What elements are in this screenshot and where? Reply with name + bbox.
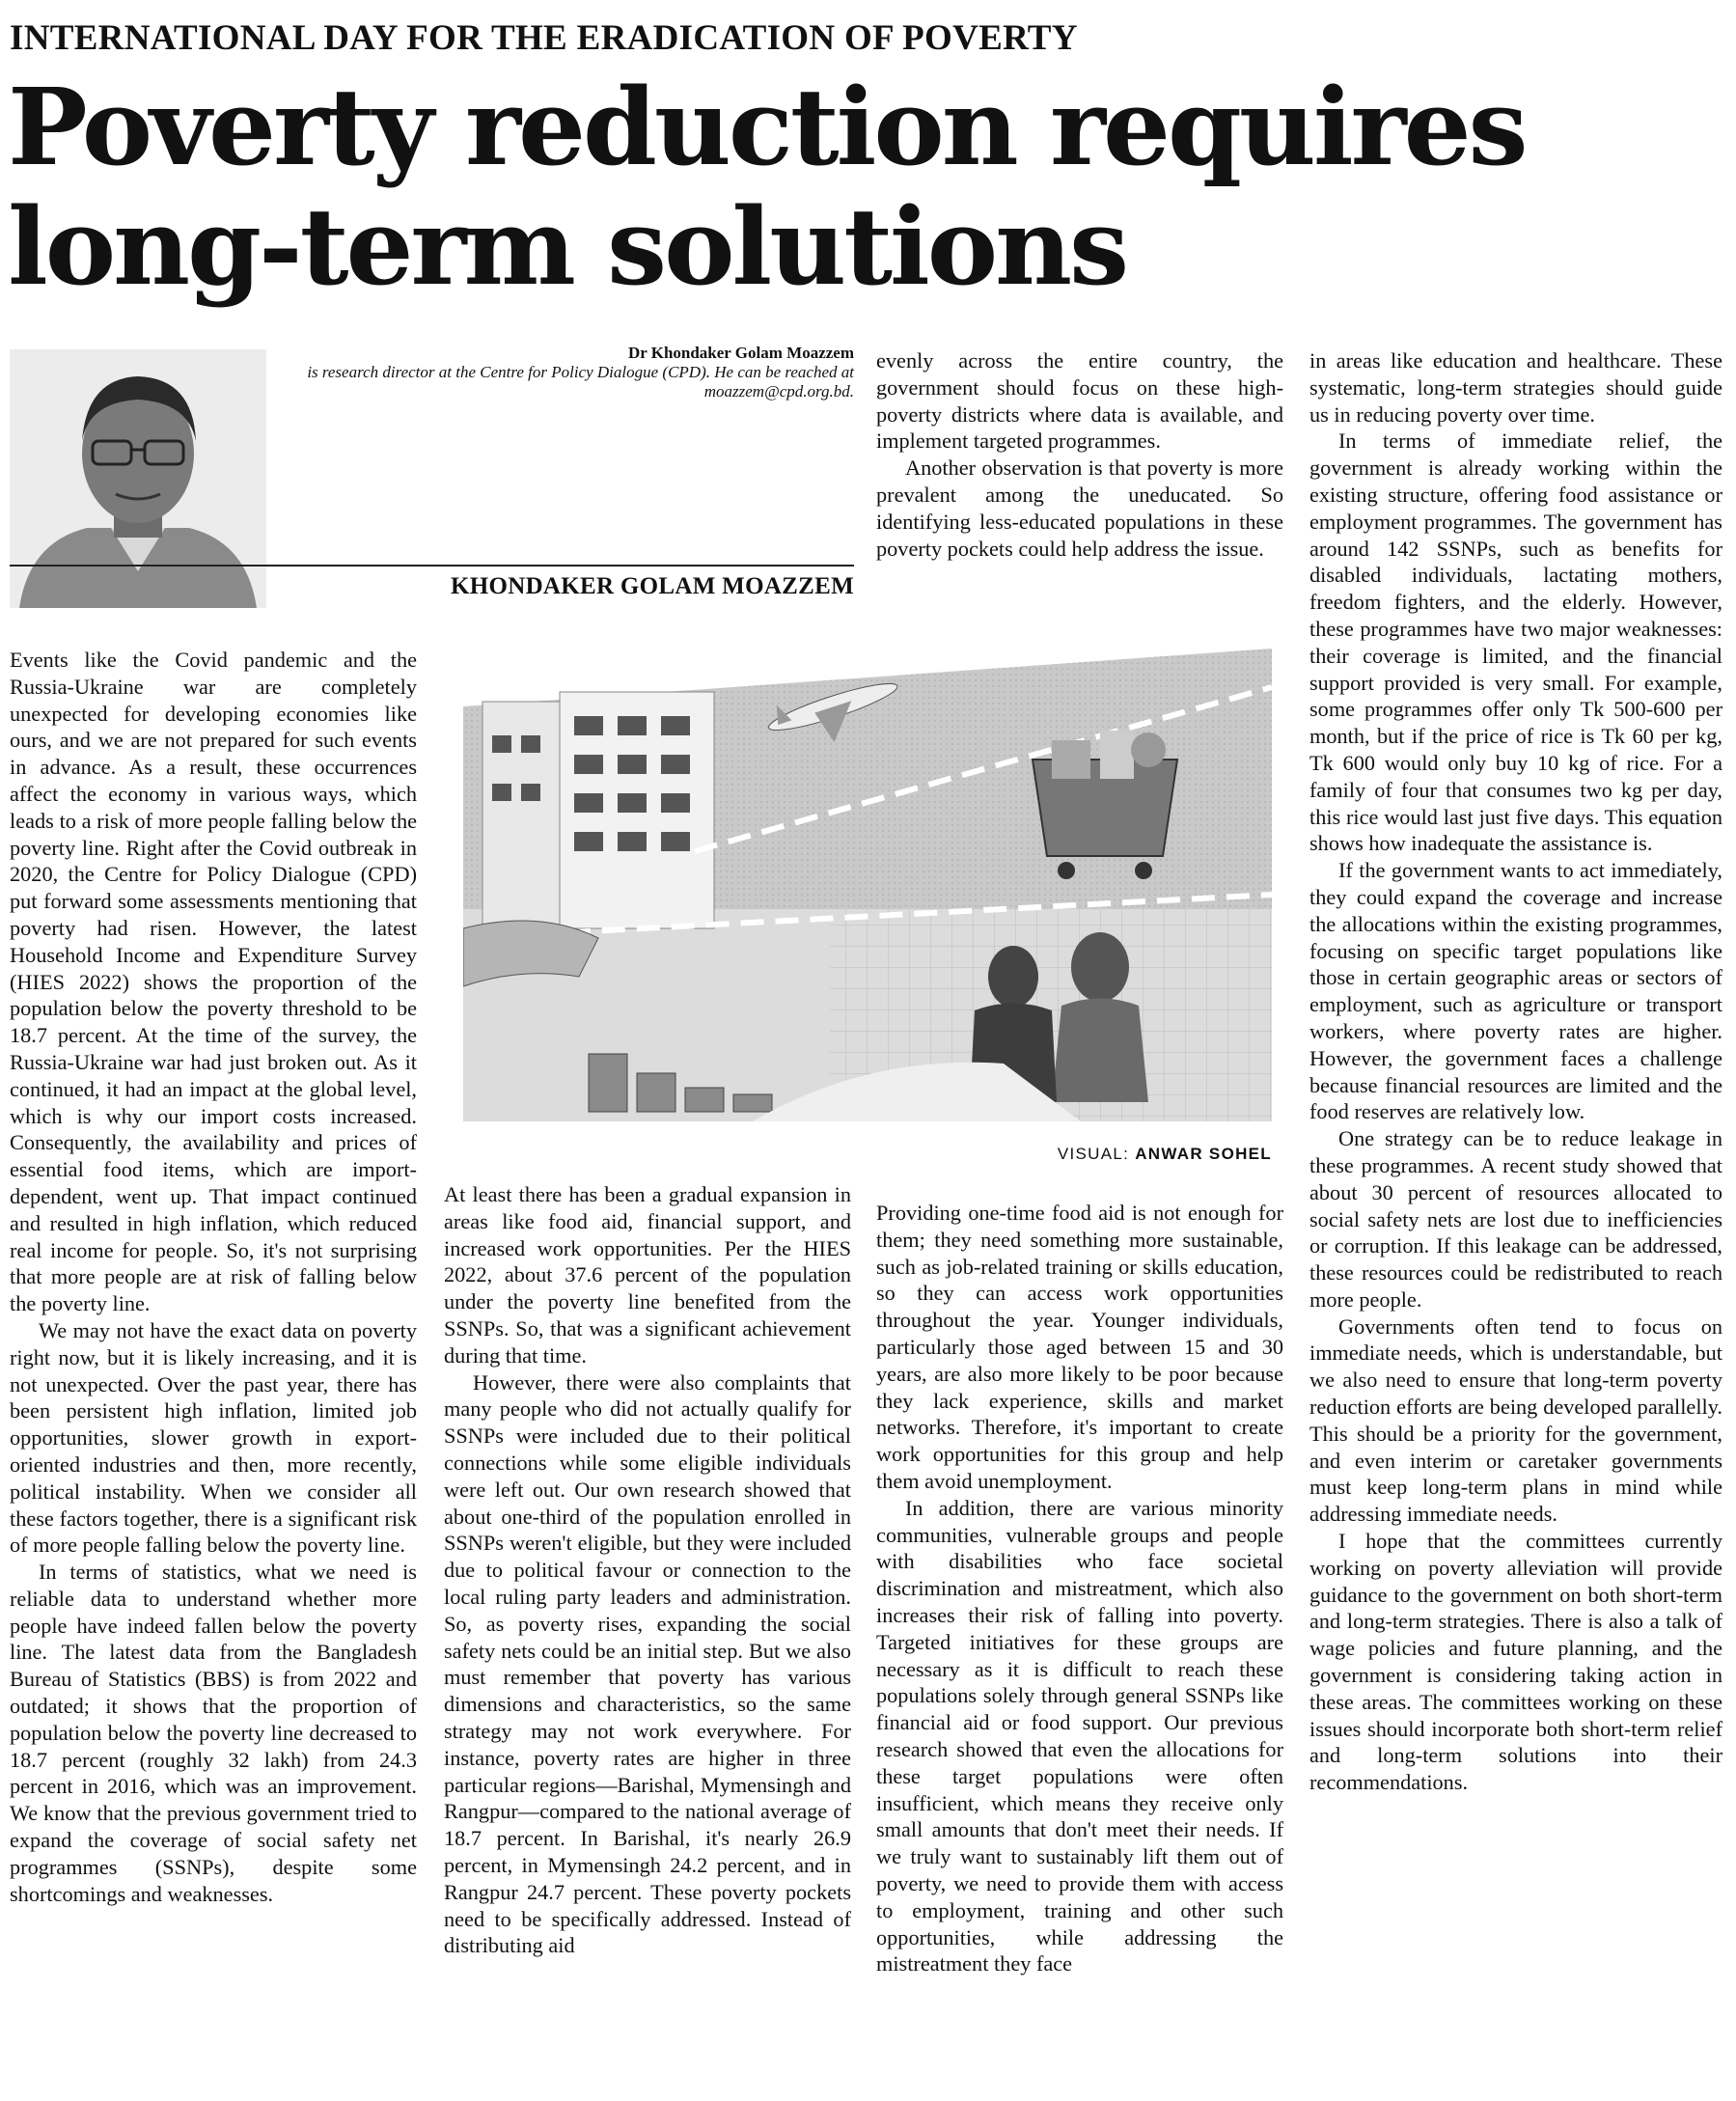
paragraph: Events like the Covid pandemic and the Russia-Ukraine war are completely unexpected for developing economies like ours, and we are not prepared for such events in advance. As a result, these occurrences affect the economy in various ways, which leads to a risk of more people falling below the poverty line. Right after the Covid outbreak in 2020, the Centre for Policy Dialogue (CPD) put forward some assessments mentioning that poverty had risen. However, the latest Household Income and Expenditure Survey (HIES 2022) shows the proportion of the population below the poverty threshold to be 18.7 percent. At the time of the survey, the Russia-Ukraine war had just broken out. As it continued, it had an impact at the global level, which is why our import costs increased. Consequently, the availability and prices of essential food items, which are import-dependent, went up. That impact continued and resulted in high inflation, which reduced real income for people. So, it's not surprising that more people are at risk of falling below the poverty line. (10, 648, 417, 1316)
byline-name: Dr Khondaker Golam Moazzem (627, 344, 854, 362)
column-2 (444, 1181, 851, 1959)
visual-credit-name: ANWAR SOHEL (1135, 1145, 1272, 1163)
paragraph: Governments often tend to focus on immediate needs, which is understandable, but we also need to ensure that long-term poverty reduction efforts are being developed parallelly. This should be a priority for the government, and even interim or caretaker governments must keep long-term plans in mind while addressing immediate needs. (1309, 1313, 1722, 1527)
column-3-bottom (876, 1200, 1283, 1977)
paragraph: In terms of immediate relief, the government is already working within the existing structure, offering food assistance or employment programmes. The government has around 142 SSNPs, such as benefits for disabled individuals, lactating mothers, freedom fighters, and the elderly. However, these programmes have two major weaknesses: their coverage is limited, and the financial support provided is very small. For example, some programmes offer only Tk 500-600 per month, but if the price of rice is Tk 60 per kg, Tk 600 would only buy 10 kg of rice. For a family of four that consumes two kg per day, this rice would last just five days. This equation shows how inadequate the assistance is. (1309, 428, 1722, 856)
paragraph: One strategy can be to reduce leakage in these programmes. A recent study showed that about 30 percent of resources allocated to social safety nets are lost due to inefficiencies or corruption. If this leakage can be addressed, these resources could be redistributed to reach more people. (1309, 1126, 1722, 1312)
author-portrait-image (10, 349, 266, 608)
paragraph: In terms of statistics, what we need is reliable data to understand whether more people have indeed fallen below the poverty line. The latest data from the Bangladesh Bureau of Statistics (BBS) is from 2022 and outdated; it shows that the proportion of population below the poverty line decreased to 18.7 percent (roughly 32 lakh) from 24.3 percent in 2016, which was an improvement. We know that the previous government tried to expand the coverage of social safety net programmes (SSNPs), despite some shortcomings and weaknesses. (10, 1560, 417, 1906)
author-name: KHONDAKER GOLAM MOAZZEM (450, 573, 854, 599)
paragraph: I hope that the committees currently working on poverty alleviation will provide guidance to the government on both short-term and long-term strategies. There is also a talk of wage policies and future planning, and the government is considering taking action in these areas. The committees working on these issues should incorporate both short-term relief and long-term solutions into their recommendations. (1309, 1529, 1722, 1795)
paragraph: in areas like education and healthcare. These systematic, long-term strategies should guide us in reducing poverty over time. (1309, 348, 1722, 427)
headline-line-1: Poverty reduction requires (8, 65, 1526, 189)
byline-bio: is research director at the Centre for Policy Dialogue (CPD). He can be reached at moazzem@cpd.org.bd. (307, 363, 854, 401)
headline-line-2: long-term solutions (8, 184, 1127, 309)
headline (8, 65, 1725, 309)
column-4 (1309, 347, 1722, 1796)
paragraph: Another observation is that poverty is more prevalent among the uneducated. So identifying less-educated populations in these poverty pockets could help address the issue. (876, 456, 1283, 561)
byline-divider (10, 565, 854, 567)
poverty-collage-image (463, 649, 1272, 1121)
section-kicker: INTERNATIONAL DAY FOR THE ERADICATION OF POVERTY (10, 18, 1078, 58)
visual-credit-label: VISUAL: (1057, 1145, 1130, 1163)
column-3-top (876, 347, 1283, 562)
article-illustration (463, 649, 1272, 1121)
byline-info (289, 344, 854, 401)
paragraph: At least there has been a gradual expansion in areas like food aid, financial support, and increased work opportunities. Per the HIES 2022, about 37.6 percent of the population under the poverty line benefited from the SSNPs. So, that was a significant achievement during that time. (444, 1182, 851, 1368)
paragraph: We may not have the exact data on poverty right now, but it is likely increasing, and it is not unexpected. Over the past year, there has been persistent high inflation, limited job opportunities, slower growth in export-oriented industries and then, more recently, political instability. When we consider all these factors together, there is a significant risk of more people falling below the poverty line. (10, 1317, 417, 1558)
paragraph: Providing one-time food aid is not enough for them; they need something more sustainable, such as job-related training or skills education, so they can access work opportunities throughout the year. Younger individuals, particularly those aged between 15 and 30 years, are also more likely to be poor because they lack experience, skills and market networks. Therefore, it's important to create work opportunities for this group and help them avoid unemployment. (876, 1201, 1283, 1493)
paragraph: If the government wants to act immediately, they could expand the coverage and increase the allocations within the existing programmes, focusing on specific target populations like those in certain geographic areas or sectors of employment, such as agriculture or transport workers, where poverty rates are higher. However, the government faces a challenge because financial resources are limited and the food reserves are relatively low. (1309, 858, 1722, 1124)
column-1 (10, 647, 417, 1907)
author-photo (10, 349, 266, 608)
paragraph: In addition, there are various minority communities, vulnerable groups and people with disabilities who face societal discrimination and mistreatment, which also increases their risk of falling into poverty. Targeted initiatives for these groups are necessary as it is difficult to reach these populations solely through general SSNPs like financial aid or food support. Our previous research showed that even the allocations for these target populations were often insufficient, which means they receive only small amounts that don't meet their needs. If we truly want to sustainably lift them out of poverty, we need to provide them with access to employment, training and other such opportunities, while addressing the mistreatment they face (876, 1495, 1283, 1977)
paragraph: evenly across the entire country, the government should focus on these high-poverty districts where data is available, and implement targeted programmes. (876, 348, 1283, 454)
visual-credit (463, 1145, 1272, 1164)
paragraph: However, there were also complaints that many people who did not actually qualify for SSNPs were included due to their political connections while some eligible individuals were left out. Our own research showed that about one-third of the population enrolled in SSNPs weren't eligible, but they were included due to political favour or connection to the local ruling party leaders and administration. So, as poverty rises, expanding the social safety nets could be an initial step. But we also must remember that poverty has various dimensions and characteristics, so the same strategy may not work everywhere. For instance, poverty rates are higher in three particular regions—Barishal, Mymensingh and Rangpur—compared to the national average of 18.7 percent. In Barishal, it's nearly 26.9 percent, in Mymensingh 24.2 percent, and in Rangpur 24.7 percent. These poverty pockets need to be specifically addressed. Instead of distributing aid (444, 1369, 851, 1958)
